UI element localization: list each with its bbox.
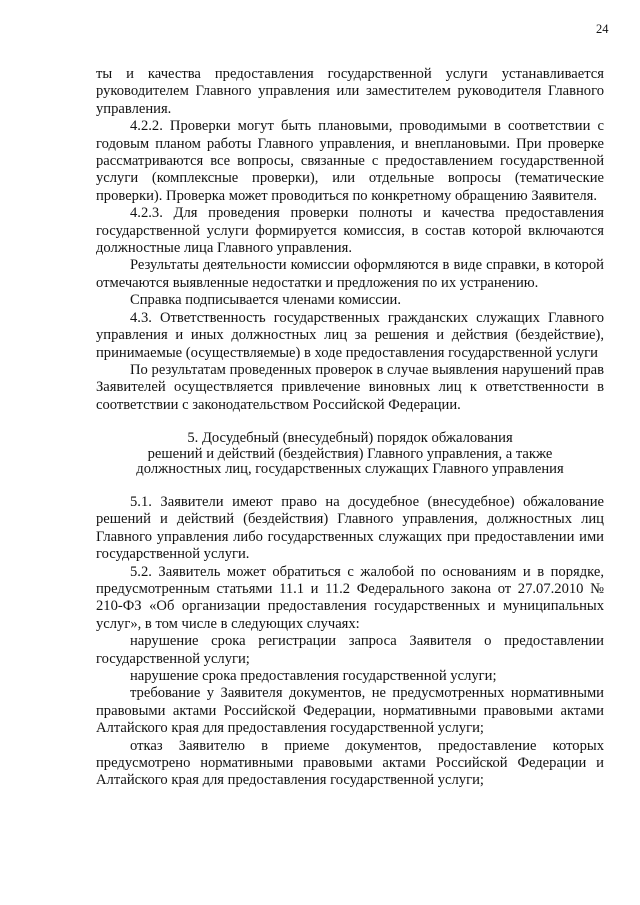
section-heading — [96, 431, 604, 478]
paragraph: По результатам проведенных проверок в случае выявления нарушений прав Заявителей осуществляется привлечение виновных лиц к ответственности в соответствии с законодательством Российской Федерации. — [96, 361, 604, 413]
paragraph: 4.2.2. Проверки могут быть плановыми, проводимыми в соответствии с годовым планом работы Главного управления, и внеплановыми. При проверке рассматриваются все вопросы, связанные с предоставлением государственной услуги (комплексные проверки), или отдельные вопросы (тематические проверки). Проверка может проводиться по конкретному обращению Заявителя. — [96, 118, 604, 204]
paragraph: нарушение срока регистрации запроса Заявителя о предоставлении государственной услуги; — [96, 633, 604, 667]
paragraph: требование у Заявителя документов, не предусмотренных нормативными правовыми актами Российской Федерации, нормативными правовыми актами Алтайского края для предоставления государственной услуги; — [96, 685, 604, 737]
section-heading-line: 5. Досудебный (внесудебный) порядок обжалования — [187, 430, 513, 447]
paragraph: 5.2. Заявитель может обратиться с жалобой по основаниям и в порядке, предусмотренным статьями 11.1 и 11.2 Федерального закона от 27.07.2010 № 210-ФЗ «Об организации предоставления государственных и муниципальных услуг», в том числе в следующих случаях: — [96, 563, 604, 632]
paragraph: 4.3. Ответственность государственных гражданских служащих Главного управления и иных должностных лиц за решения и действия (бездействие), принимаемые (осуществляемые) в ходе предоставления государственной услуги — [96, 309, 604, 361]
section-heading-line: должностных лиц, государственных служащих Главного управления — [136, 461, 564, 478]
paragraph: отказ Заявителю в приеме документов, предоставление которых предусмотрено нормативными правовыми актами Российской Федерации и Алтайского края для предоставления государственной услуги; — [96, 737, 604, 789]
paragraph: нарушение срока предоставления государственной услуги; — [130, 667, 497, 684]
section-heading-line: решений и действий (бездействия) Главного управления, а также — [147, 445, 553, 462]
page-number: 24 — [596, 22, 609, 36]
paragraph: ты и качества предоставления государственной услуги устанавливается руководителем Главного управления или заместителем руководителя Главного управления. — [96, 66, 604, 117]
body-text — [96, 66, 604, 790]
paragraph: Справка подписывается членами комиссии. — [130, 292, 401, 309]
paragraph: Результаты деятельности комиссии оформляются в виде справки, в которой отмечаются выявленные недостатки и предложения по их устранению. — [96, 257, 604, 291]
paragraph: 4.2.3. Для проведения проверки полноты и качества предоставления государственной услуги формируется комиссия, в состав которой включаются должностные лица Главного управления. — [96, 205, 604, 257]
paragraph: 5.1. Заявители имеют право на досудебное (внесудебное) обжалование решений и действий (бездействия) Главного управления, должностных лиц Главного управления либо государственных служащих при предоставлении ими государственной услуги. — [96, 493, 604, 563]
